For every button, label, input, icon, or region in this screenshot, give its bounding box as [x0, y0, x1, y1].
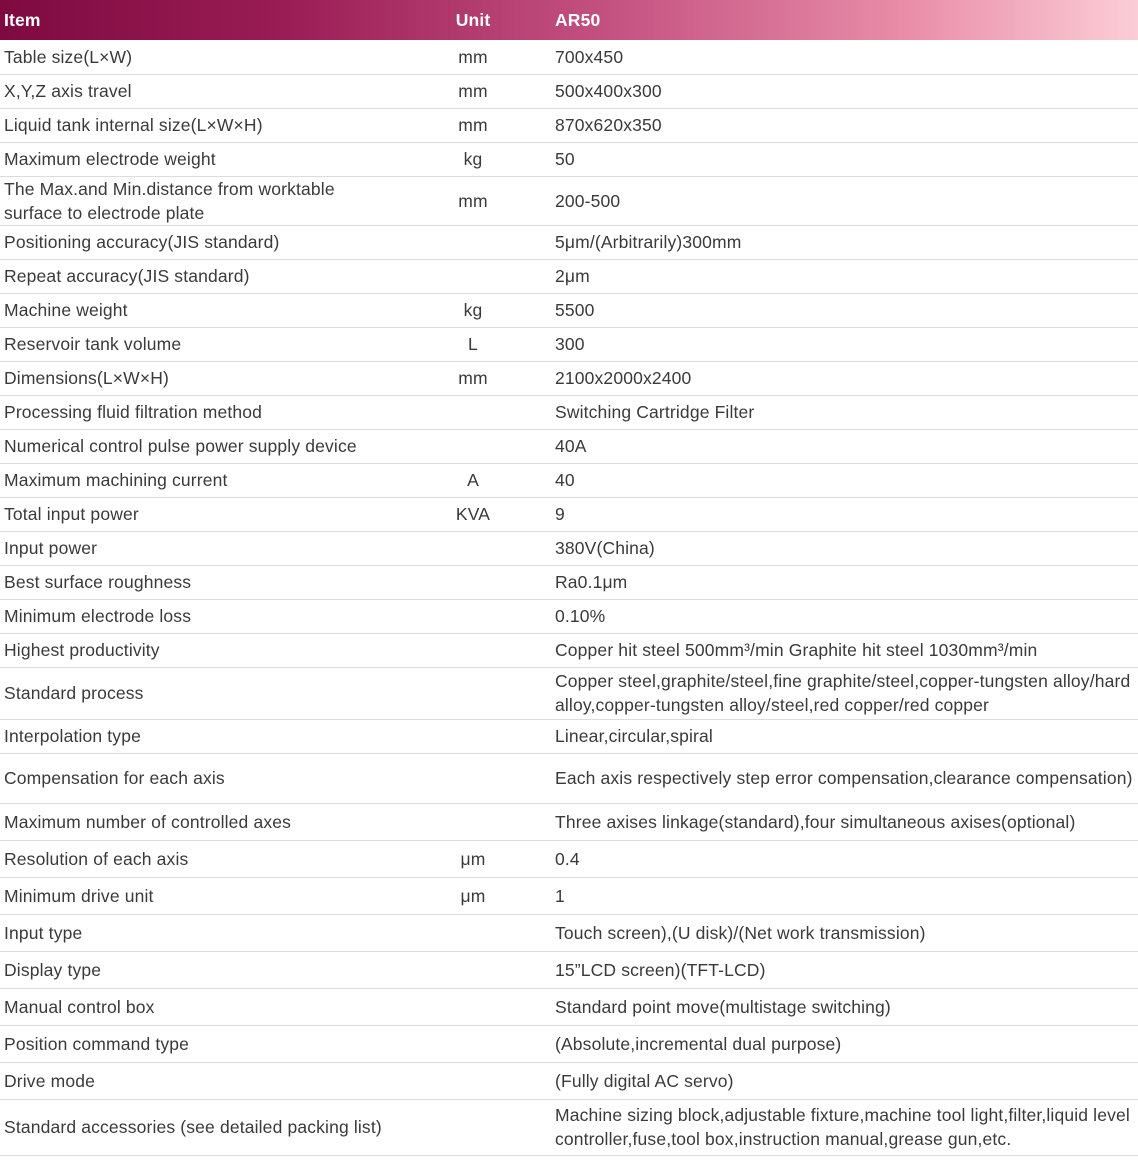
- table-row: [0, 293, 1138, 327]
- spec-item-cell: Minimum electrode loss: [0, 599, 396, 633]
- spec-unit-cell: [396, 914, 550, 951]
- spec-unit-cell: [396, 599, 550, 633]
- spec-item-cell: Positioning accuracy(JIS standard): [0, 225, 396, 259]
- spec-unit-cell: mm: [396, 74, 550, 108]
- spec-unit-cell: μm: [396, 840, 550, 877]
- table-row: [0, 74, 1138, 108]
- header-unit: Unit: [455, 9, 491, 30]
- spec-value-cell: Copper steel,graphite/steel,fine graphite/steel,copper-tungsten alloy/hard alloy,copper-tungsten alloy/steel,red copper/red copper: [550, 667, 1138, 719]
- spec-value-cell: 5μm/(Arbitrarily)300mm: [550, 225, 1138, 259]
- table-row: [0, 1062, 1138, 1099]
- spec-value-cell: 500x400x300: [550, 74, 1138, 108]
- table-body: [0, 40, 1138, 1155]
- spec-value-cell: 200-500: [550, 176, 1138, 225]
- table-row: [0, 395, 1138, 429]
- spec-unit-cell: [396, 565, 550, 599]
- table-row: [0, 877, 1138, 914]
- spec-item-cell: Display type: [0, 951, 396, 988]
- spec-unit-cell: [396, 988, 550, 1025]
- spec-item-cell: Interpolation type: [0, 719, 396, 753]
- spec-unit-cell: kg: [396, 142, 550, 176]
- table-row: [0, 225, 1138, 259]
- spec-unit-cell: [396, 951, 550, 988]
- header-row: [0, 0, 1138, 40]
- spec-unit-cell: [396, 633, 550, 667]
- spec-item-cell: Standard accessories (see detailed packing list): [0, 1099, 396, 1155]
- table-row: [0, 599, 1138, 633]
- spec-item-cell: Maximum machining current: [0, 463, 396, 497]
- spec-value-cell: 700x450: [550, 40, 1138, 74]
- table-row: [0, 259, 1138, 293]
- spec-item-cell: Numerical control pulse power supply device: [0, 429, 396, 463]
- spec-unit-cell: [396, 259, 550, 293]
- spec-item-cell: Machine weight: [0, 293, 396, 327]
- spec-item-cell: Table size(L×W): [0, 40, 396, 74]
- spec-value-cell: 40A: [550, 429, 1138, 463]
- table-row: [0, 531, 1138, 565]
- table-row: [0, 1099, 1138, 1155]
- table-row: [0, 108, 1138, 142]
- header-value: AR50: [555, 9, 601, 30]
- spec-value-cell: Touch screen),(U disk)/(Net work transmission): [550, 914, 1138, 951]
- table-row: [0, 497, 1138, 531]
- spec-unit-cell: [396, 753, 550, 803]
- spec-item-cell: Reservoir tank volume: [0, 327, 396, 361]
- spec-unit-cell: [396, 395, 550, 429]
- spec-item-cell: X,Y,Z axis travel: [0, 74, 396, 108]
- table-row: [0, 40, 1138, 74]
- spec-item-cell: The Max.and Min.distance from worktable surface to electrode plate: [0, 176, 396, 225]
- spec-unit-cell: [396, 803, 550, 840]
- spec-unit-cell: mm: [396, 40, 550, 74]
- spec-unit-cell: mm: [396, 176, 550, 225]
- spec-item-cell: Input power: [0, 531, 396, 565]
- spec-value-cell: 2100x2000x2400: [550, 361, 1138, 395]
- table-row: [0, 633, 1138, 667]
- spec-unit-cell: [396, 1062, 550, 1099]
- table-row: [0, 429, 1138, 463]
- spec-unit-cell: [396, 1099, 550, 1155]
- spec-value-cell: 5500: [550, 293, 1138, 327]
- spec-value-cell: 2μm: [550, 259, 1138, 293]
- spec-unit-cell: mm: [396, 361, 550, 395]
- spec-value-cell: 380V(China): [550, 531, 1138, 565]
- table-row: [0, 719, 1138, 753]
- table-header: [0, 0, 1138, 40]
- table-row: [0, 803, 1138, 840]
- spec-unit-cell: [396, 429, 550, 463]
- spec-item-cell: Highest productivity: [0, 633, 396, 667]
- table-row: [0, 951, 1138, 988]
- spec-unit-cell: [396, 1025, 550, 1062]
- table-row: [0, 753, 1138, 803]
- spec-item-cell: Minimum drive unit: [0, 877, 396, 914]
- spec-value-cell: 870x620x350: [550, 108, 1138, 142]
- spec-unit-cell: mm: [396, 108, 550, 142]
- spec-unit-cell: [396, 531, 550, 565]
- spec-value-cell: Machine sizing block,adjustable fixture,machine tool light,filter,liquid level controller,fuse,tool box,instruction manual,grease gun,etc.: [550, 1099, 1138, 1155]
- table-row: [0, 988, 1138, 1025]
- table-row: [0, 840, 1138, 877]
- spec-value-cell: Linear,circular,spiral: [550, 719, 1138, 753]
- spec-unit-cell: [396, 719, 550, 753]
- spec-value-cell: Standard point move(multistage switching): [550, 988, 1138, 1025]
- spec-item-cell: Total input power: [0, 497, 396, 531]
- spec-value-cell: Switching Cartridge Filter: [550, 395, 1138, 429]
- table-row: [0, 463, 1138, 497]
- table-row: [0, 914, 1138, 951]
- spec-value-cell: (Fully digital AC servo): [550, 1062, 1138, 1099]
- spec-value-cell: 50: [550, 142, 1138, 176]
- spec-unit-cell: μm: [396, 877, 550, 914]
- spec-item-cell: Compensation for each axis: [0, 753, 396, 803]
- spec-item-cell: Maximum electrode weight: [0, 142, 396, 176]
- spec-item-cell: Manual control box: [0, 988, 396, 1025]
- table-row: [0, 142, 1138, 176]
- spec-value-cell: 0.10%: [550, 599, 1138, 633]
- spec-item-cell: Resolution of each axis: [0, 840, 396, 877]
- table-row: [0, 565, 1138, 599]
- spec-item-cell: Standard process: [0, 667, 396, 719]
- spec-unit-cell: [396, 667, 550, 719]
- table-row: [0, 176, 1138, 225]
- table-row: [0, 327, 1138, 361]
- spec-item-cell: Drive mode: [0, 1062, 396, 1099]
- spec-unit-cell: A: [396, 463, 550, 497]
- spec-unit-cell: [396, 225, 550, 259]
- header-item: Item: [4, 9, 41, 30]
- table-row: [0, 667, 1138, 719]
- spec-unit-cell: kg: [396, 293, 550, 327]
- spec-value-cell: 300: [550, 327, 1138, 361]
- spec-item-cell: Dimensions(L×W×H): [0, 361, 396, 395]
- table-row: [0, 1025, 1138, 1062]
- spec-value-cell: Copper hit steel 500mm³/min Graphite hit steel 1030mm³/min: [550, 633, 1138, 667]
- spec-item-cell: Position command type: [0, 1025, 396, 1062]
- spec-value-cell: 0.4: [550, 840, 1138, 877]
- spec-item-cell: Processing fluid filtration method: [0, 395, 396, 429]
- spec-value-cell: Each axis respectively step error compensation,clearance compensation): [550, 753, 1138, 803]
- spec-value-cell: Ra0.1μm: [550, 565, 1138, 599]
- spec-unit-cell: KVA: [396, 497, 550, 531]
- spec-unit-cell: L: [396, 327, 550, 361]
- spec-value-cell: 9: [550, 497, 1138, 531]
- spec-value-cell: 40: [550, 463, 1138, 497]
- spec-value-cell: (Absolute,incremental dual purpose): [550, 1025, 1138, 1062]
- spec-item-cell: Maximum number of controlled axes: [0, 803, 396, 840]
- spec-value-cell: 1: [550, 877, 1138, 914]
- spec-value-cell: 15”LCD screen)(TFT-LCD): [550, 951, 1138, 988]
- spec-item-cell: Best surface roughness: [0, 565, 396, 599]
- table-row: [0, 361, 1138, 395]
- spec-value-cell: Three axises linkage(standard),four simultaneous axises(optional): [550, 803, 1138, 840]
- spec-item-cell: Repeat accuracy(JIS standard): [0, 259, 396, 293]
- spec-item-cell: Liquid tank internal size(L×W×H): [0, 108, 396, 142]
- spec-item-cell: Input type: [0, 914, 396, 951]
